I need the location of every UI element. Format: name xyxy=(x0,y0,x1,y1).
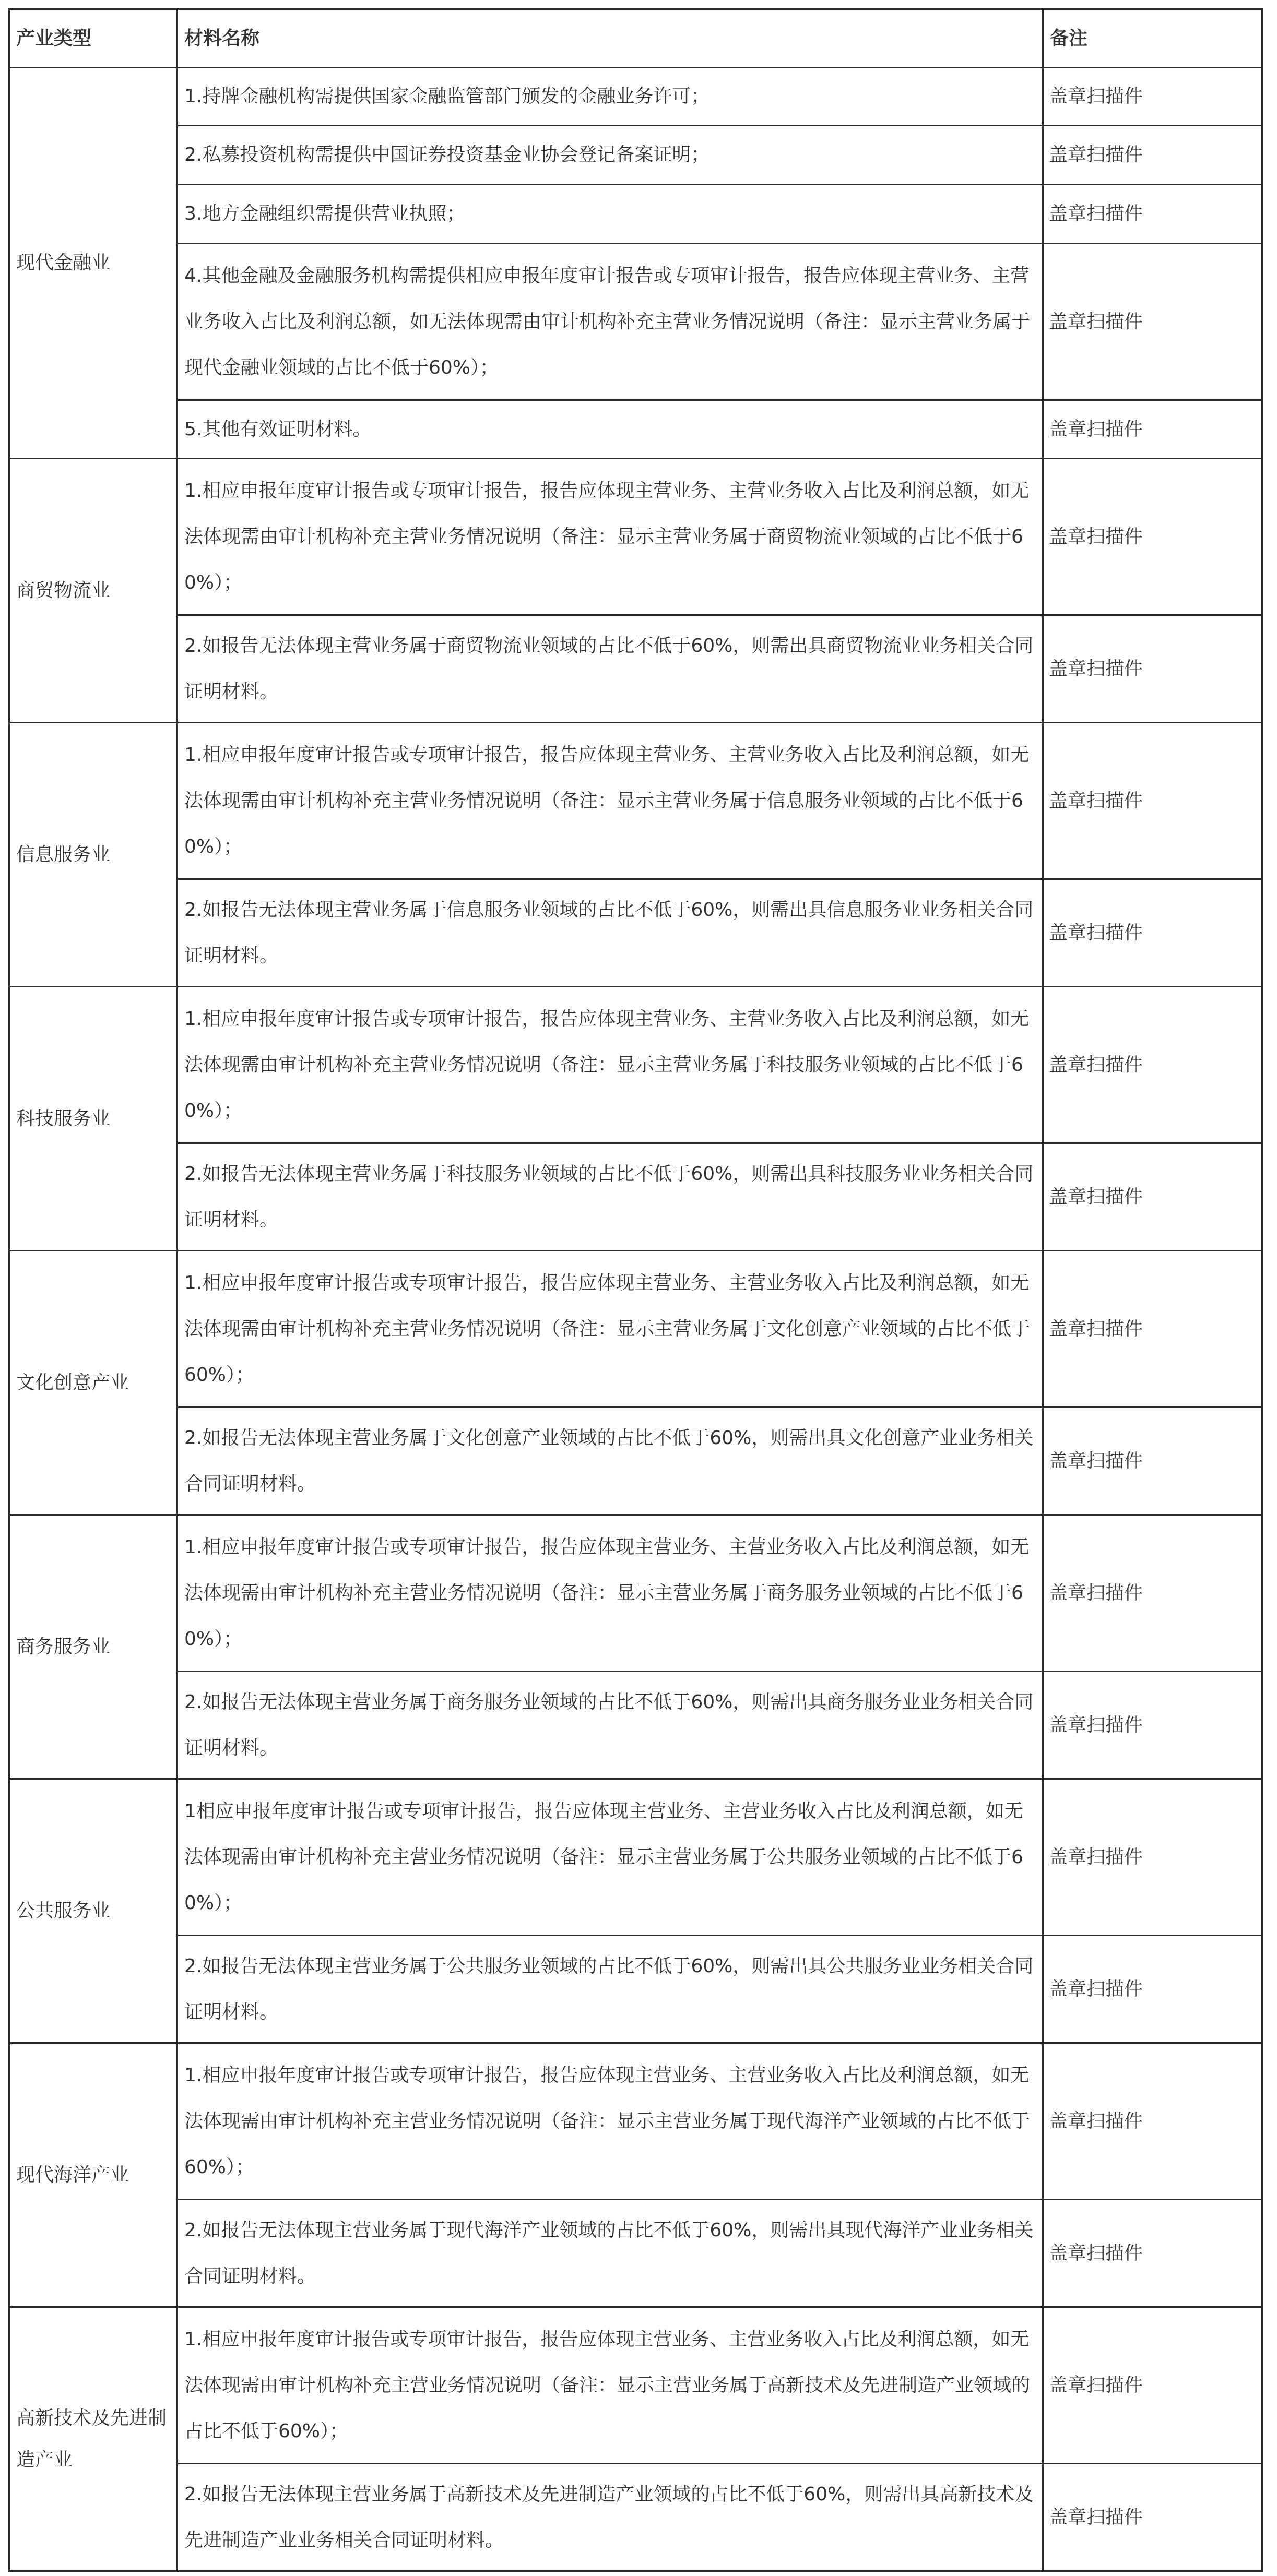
material-cell: 1.相应申报年度审计报告或专项审计报告，报告应体现主营业务、主营业务收入占比及利润总额，如无法体现需由审计机构补充主营业务情况说明（备注：显示主营业务属于商务服务业领域的占比不低于60%）； xyxy=(178,1515,1043,1672)
remark-cell: 盖章扫描件 xyxy=(1043,723,1262,879)
table-row xyxy=(9,1936,1262,2043)
material-cell: 2.如报告无法体现主营业务属于公共服务业领域的占比不低于60%，则需出具公共服务业业务相关合同证明材料。 xyxy=(178,1936,1043,2043)
remark-cell: 盖章扫描件 xyxy=(1043,68,1262,126)
table-row xyxy=(9,244,1262,400)
material-cell: 2.如报告无法体现主营业务属于高新技术及先进制造产业领域的占比不低于60%，则需出具高新技术及先进制造产业业务相关合同证明材料。 xyxy=(178,2464,1043,2571)
table-row xyxy=(9,1251,1262,1408)
material-cell: 1.相应申报年度审计报告或专项审计报告，报告应体现主营业务、主营业务收入占比及利润总额，如无法体现需由审计机构补充主营业务情况说明（备注：显示主营业务属于信息服务业领域的占比不低于60%）； xyxy=(178,723,1043,879)
material-cell: 2.如报告无法体现主营业务属于科技服务业领域的占比不低于60%，则需出具科技服务业业务相关合同证明材料。 xyxy=(178,1143,1043,1251)
remark-cell: 盖章扫描件 xyxy=(1043,459,1262,615)
remark-cell: 盖章扫描件 xyxy=(1043,1143,1262,1251)
material-cell: 1.相应申报年度审计报告或专项审计报告，报告应体现主营业务、主营业务收入占比及利润总额，如无法体现需由审计机构补充主营业务情况说明（备注：显示主营业务属于商贸物流业领域的占比不低于60%）； xyxy=(178,459,1043,615)
remark-cell: 盖章扫描件 xyxy=(1043,1515,1262,1672)
header-remark: 备注 xyxy=(1043,9,1262,68)
table-row xyxy=(9,68,1262,126)
table-row xyxy=(9,1672,1262,1779)
material-cell: 1.相应申报年度审计报告或专项审计报告，报告应体现主营业务、主营业务收入占比及利润总额，如无法体现需由审计机构补充主营业务情况说明（备注：显示主营业务属于科技服务业领域的占比不低于60%）； xyxy=(178,987,1043,1143)
table-row xyxy=(9,1143,1262,1251)
table-row xyxy=(9,723,1262,879)
material-cell: 1相应申报年度审计报告或专项审计报告，报告应体现主营业务、主营业务收入占比及利润总额，如无法体现需由审计机构补充主营业务情况说明（备注：显示主营业务属于公共服务业领域的占比不低于60%）； xyxy=(178,1779,1043,1936)
material-cell: 2.如报告无法体现主营业务属于文化创意产业领域的占比不低于60%，则需出具文化创意产业业务相关合同证明材料。 xyxy=(178,1408,1043,1515)
table-row xyxy=(9,1779,1262,1936)
remark-cell: 盖章扫描件 xyxy=(1043,879,1262,987)
industry-type-cell: 现代金融业 xyxy=(9,68,178,459)
table-row xyxy=(9,2307,1262,2464)
material-cell: 1.相应申报年度审计报告或专项审计报告，报告应体现主营业务、主营业务收入占比及利润总额，如无法体现需由审计机构补充主营业务情况说明（备注：显示主营业务属于高新技术及先进制造产业领域的占比不低于60%）； xyxy=(178,2307,1043,2464)
remark-cell: 盖章扫描件 xyxy=(1043,1936,1262,2043)
header-row xyxy=(9,9,1262,68)
remark-cell: 盖章扫描件 xyxy=(1043,400,1262,459)
table-row xyxy=(9,2200,1262,2307)
table-row xyxy=(9,459,1262,615)
remark-cell: 盖章扫描件 xyxy=(1043,1672,1262,1779)
material-cell: 1.相应申报年度审计报告或专项审计报告，报告应体现主营业务、主营业务收入占比及利润总额，如无法体现需由审计机构补充主营业务情况说明（备注：显示主营业务属于文化创意产业领域的占比不低于60%）； xyxy=(178,1251,1043,1408)
remark-cell: 盖章扫描件 xyxy=(1043,615,1262,723)
industry-type-cell: 公共服务业 xyxy=(9,1779,178,2043)
industry-type-cell: 文化创意产业 xyxy=(9,1251,178,1515)
remark-cell: 盖章扫描件 xyxy=(1043,2464,1262,2571)
remark-cell: 盖章扫描件 xyxy=(1043,2307,1262,2464)
material-cell: 1.持牌金融机构需提供国家金融监管部门颁发的金融业务许可； xyxy=(178,68,1043,126)
table-row xyxy=(9,1515,1262,1672)
remark-cell: 盖章扫描件 xyxy=(1043,1408,1262,1515)
table-row xyxy=(9,400,1262,459)
remark-cell: 盖章扫描件 xyxy=(1043,2200,1262,2307)
table-row xyxy=(9,1408,1262,1515)
industry-type-cell: 现代海洋产业 xyxy=(9,2043,178,2307)
industry-type-cell: 商务服务业 xyxy=(9,1515,178,1779)
industry-type-cell: 科技服务业 xyxy=(9,987,178,1251)
remark-cell: 盖章扫描件 xyxy=(1043,244,1262,400)
table-row xyxy=(9,987,1262,1143)
table-row xyxy=(9,2464,1262,2571)
material-cell: 2.如报告无法体现主营业务属于信息服务业领域的占比不低于60%，则需出具信息服务业业务相关合同证明材料。 xyxy=(178,879,1043,987)
header-material-name: 材料名称 xyxy=(178,9,1043,68)
remark-cell: 盖章扫描件 xyxy=(1043,185,1262,244)
remark-cell: 盖章扫描件 xyxy=(1043,1779,1262,1936)
material-cell: 2.如报告无法体现主营业务属于现代海洋产业领域的占比不低于60%，则需出具现代海洋产业业务相关合同证明材料。 xyxy=(178,2200,1043,2307)
table-row xyxy=(9,615,1262,723)
industry-type-cell: 信息服务业 xyxy=(9,723,178,987)
material-cell: 2.如报告无法体现主营业务属于商务服务业领域的占比不低于60%，则需出具商务服务业业务相关合同证明材料。 xyxy=(178,1672,1043,1779)
material-cell: 1.相应申报年度审计报告或专项审计报告，报告应体现主营业务、主营业务收入占比及利润总额，如无法体现需由审计机构补充主营业务情况说明（备注：显示主营业务属于现代海洋产业领域的占比不低于60%）； xyxy=(178,2043,1043,2200)
materials-table xyxy=(8,8,1263,2572)
header-industry-type: 产业类型 xyxy=(9,9,178,68)
material-cell: 2.如报告无法体现主营业务属于商贸物流业领域的占比不低于60%，则需出具商贸物流业业务相关合同证明材料。 xyxy=(178,615,1043,723)
material-cell: 4.其他金融及金融服务机构需提供相应申报年度审计报告或专项审计报告，报告应体现主营业务、主营业务收入占比及利润总额，如无法体现需由审计机构补充主营业务情况说明（备注：显示主营业务属于现代金融业领域的占比不低于60%）； xyxy=(178,244,1043,400)
industry-type-cell: 高新技术及先进制造产业 xyxy=(9,2307,178,2571)
material-cell: 5.其他有效证明材料。 xyxy=(178,400,1043,459)
table-row xyxy=(9,879,1262,987)
remark-cell: 盖章扫描件 xyxy=(1043,126,1262,185)
material-cell: 3.地方金融组织需提供营业执照； xyxy=(178,185,1043,244)
industry-type-cell: 商贸物流业 xyxy=(9,459,178,723)
remark-cell: 盖章扫描件 xyxy=(1043,1251,1262,1408)
remark-cell: 盖章扫描件 xyxy=(1043,2043,1262,2200)
material-cell: 2.私募投资机构需提供中国证券投资基金业协会登记备案证明； xyxy=(178,126,1043,185)
table-row xyxy=(9,185,1262,244)
table-row xyxy=(9,2043,1262,2200)
table-row xyxy=(9,126,1262,185)
remark-cell: 盖章扫描件 xyxy=(1043,987,1262,1143)
